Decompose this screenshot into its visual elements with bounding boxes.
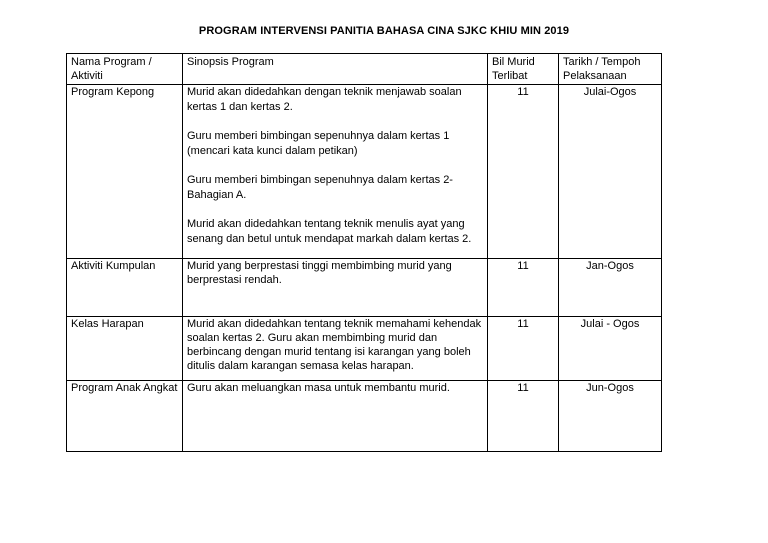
header-program-name: Nama Program / Aktiviti [67, 54, 183, 85]
synopsis-paragraph: Guru akan meluangkan masa untuk membantu murid. [187, 382, 450, 394]
student-count-cell: 11 [488, 381, 559, 452]
synopsis-paragraph: Guru memberi bimbingan sepenuhnya dalam kertas 1 (mencari kata kunci dalam petikan) [187, 130, 450, 157]
date-cell: Jun-Ogos [559, 381, 662, 452]
table-row [67, 259, 662, 317]
synopsis-paragraph: Murid akan didedahkan dengan teknik menjawab soalan kertas 1 dan kertas 2. [187, 86, 462, 113]
synopsis-cell [183, 381, 488, 452]
synopsis-paragraph: Guru memberi bimbingan sepenuhnya dalam kertas 2- Bahagian A. [187, 174, 453, 201]
document-title: PROGRAM INTERVENSI PANITIA BAHASA CINA SJKC KHIU MIN 2019 [198, 25, 570, 37]
synopsis-cell [183, 85, 488, 259]
date-cell: Julai - Ogos [559, 317, 662, 381]
table-row [67, 317, 662, 381]
student-count-cell: 11 [488, 259, 559, 317]
table-header-row [67, 54, 662, 85]
program-name-cell: Program Anak Angkat [67, 381, 183, 452]
program-name-cell: Program Kepong [67, 85, 183, 259]
synopsis-cell [183, 259, 488, 317]
student-count-cell: 11 [488, 85, 559, 259]
table-row [67, 85, 662, 259]
synopsis-cell [183, 317, 488, 381]
header-date: Tarikh / Tempoh Pelaksanaan [559, 54, 662, 85]
synopsis-paragraph: Murid yang berprestasi tinggi membimbing murid yang berprestasi rendah. [187, 260, 452, 286]
student-count-cell: 11 [488, 317, 559, 381]
synopsis-paragraph: Murid akan didedahkan tentang teknik memahami kehendak soalan kertas 2. Guru akan membimbing murid dan berbincang dengan murid tentang isi karangan yang boleh ditulis dalam karangan semasa kelas harapan. [187, 318, 482, 372]
date-cell: Julai-Ogos [559, 85, 662, 259]
header-synopsis: Sinopsis Program [183, 54, 488, 85]
synopsis-paragraph: Murid akan didedahkan tentang teknik menulis ayat yang senang dan betul untuk mendapat markah dalam kertas 2. [187, 218, 472, 245]
program-name-cell: Kelas Harapan [67, 317, 183, 381]
program-table [66, 53, 662, 452]
header-student-count: Bil Murid Terlibat [488, 54, 559, 85]
program-name-cell: Aktiviti Kumpulan [67, 259, 183, 317]
date-cell: Jan-Ogos [559, 259, 662, 317]
table-row [67, 381, 662, 452]
